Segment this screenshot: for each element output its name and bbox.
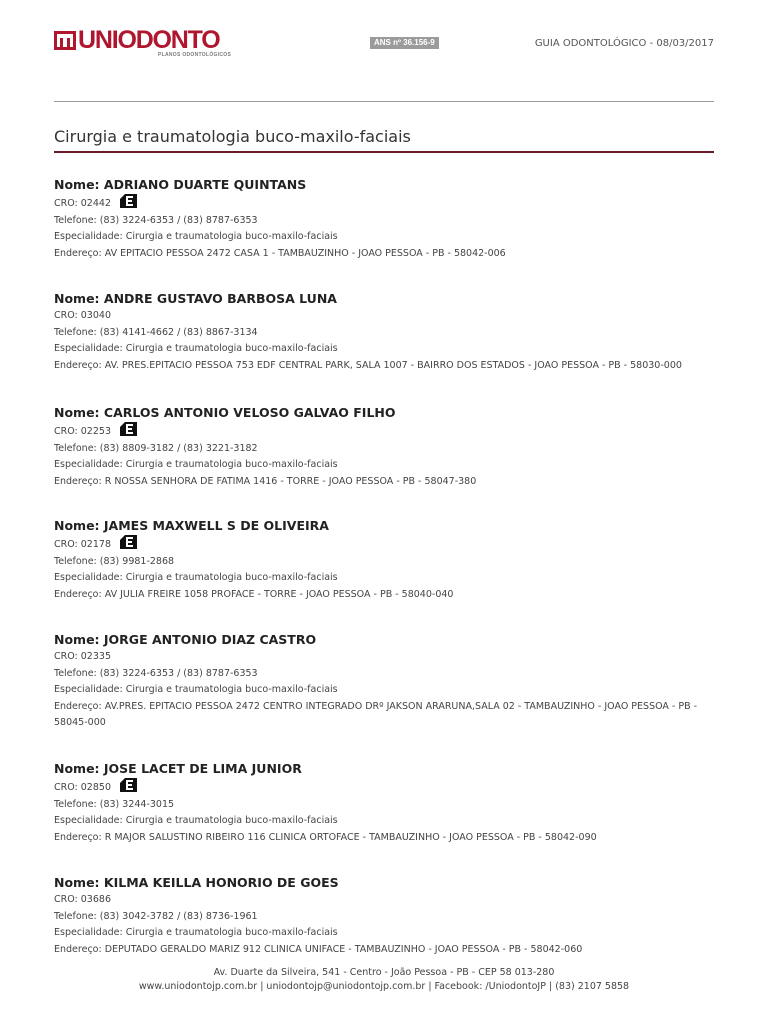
dentist-entry bbox=[54, 875, 716, 958]
uniodonto-logo bbox=[54, 28, 234, 60]
especialidade-line: Especialidade: Cirurgia e traumatologia buco-maxilo-faciais bbox=[54, 927, 338, 938]
dentist-name: Nome: KILMA KEILLA HONORIO DE GOES bbox=[54, 875, 339, 890]
cro-number: CRO: 02850 bbox=[54, 782, 111, 793]
footer-address: Av. Duarte da Silveira, 541 - Centro - João Pessoa - PB - CEP 58 013-280 bbox=[213, 967, 555, 978]
page-header bbox=[54, 28, 714, 62]
telefone-line: Telefone: (83) 3224-6353 / (83) 8787-6353 bbox=[54, 667, 258, 679]
endereco-line: Endereço: AV EPITACIO PESSOA 2472 CASA 1 - TAMBAUZINHO - JOAO PESSOA - PB - 58042-006 bbox=[54, 247, 506, 259]
page-footer bbox=[0, 966, 768, 993]
cro-line bbox=[54, 778, 716, 797]
e-badge-icon bbox=[120, 535, 137, 549]
cro-number: CRO: 02442 bbox=[54, 198, 111, 209]
cro-number: CRO: 02178 bbox=[54, 539, 111, 550]
dentist-name: Nome: JORGE ANTONIO DIAZ CASTRO bbox=[54, 632, 317, 647]
footer-contacts: www.uniodontojp.com.br | uniodontojp@uniodontojp.com.br | Facebook: /UniodontoJP | (83) 2107 5858 bbox=[138, 980, 630, 992]
section-title: Cirurgia e traumatologia buco-maxilo-faciais bbox=[54, 127, 411, 146]
cro-line bbox=[54, 194, 716, 213]
telefone-line: Telefone: (83) 3244-3015 bbox=[54, 798, 175, 810]
endereco-line: Endereço: AV.PRES. EPITACIO PESSOA 2472 CENTRO INTEGRADO DRº JAKSON ARARUNA,SALA 02 - TAMBAUZINHO - JOAO PESSOA - PB - 58045-000 bbox=[54, 700, 698, 728]
especialidade-line: Especialidade: Cirurgia e traumatologia buco-maxilo-faciais bbox=[54, 231, 338, 242]
e-badge-icon bbox=[120, 778, 137, 792]
dentist-entry bbox=[54, 177, 716, 262]
telefone-line: Telefone: (83) 8809-3182 / (83) 3221-3182 bbox=[54, 442, 258, 454]
cro-line bbox=[54, 892, 716, 909]
telefone-line: Telefone: (83) 3042-3782 / (83) 8736-1961 bbox=[54, 910, 258, 922]
dentist-name: Nome: JAMES MAXWELL S DE OLIVEIRA bbox=[54, 518, 329, 533]
e-badge-icon bbox=[120, 194, 137, 208]
section-divider bbox=[54, 151, 714, 153]
logo-wordmark: UNIODONTO bbox=[78, 26, 220, 54]
especialidade-line: Especialidade: Cirurgia e traumatologia buco-maxilo-faciais bbox=[54, 572, 338, 583]
endereco-line: Endereço: DEPUTADO GERALDO MARIZ 912 CLINICA UNIFACE - TAMBAUZINHO - JOAO PESSOA - PB - 58042-060 bbox=[54, 943, 583, 955]
especialidade-line: Especialidade: Cirurgia e traumatologia buco-maxilo-faciais bbox=[54, 684, 338, 695]
dentist-entry bbox=[54, 291, 716, 374]
especialidade-line: Especialidade: Cirurgia e traumatologia buco-maxilo-faciais bbox=[54, 459, 338, 470]
telefone-line: Telefone: (83) 9981-2868 bbox=[54, 555, 175, 567]
telefone-line: Telefone: (83) 4141-4662 / (83) 8867-3134 bbox=[54, 326, 258, 338]
endereco-line: Endereço: AV JULIA FREIRE 1058 PROFACE - TORRE - JOAO PESSOA - PB - 58040-040 bbox=[54, 588, 454, 600]
dentist-name: Nome: ANDRE GUSTAVO BARBOSA LUNA bbox=[54, 291, 337, 306]
dentist-entry bbox=[54, 405, 716, 490]
especialidade-line: Especialidade: Cirurgia e traumatologia buco-maxilo-faciais bbox=[54, 815, 338, 826]
endereco-line: Endereço: R NOSSA SENHORA DE FATIMA 1416 - TORRE - JOAO PESSOA - PB - 58047-380 bbox=[54, 475, 477, 487]
cro-number: CRO: 02253 bbox=[54, 426, 111, 437]
cro-line bbox=[54, 535, 716, 554]
guide-date-info: GUIA ODONTOLÓGICO - 08/03/2017 bbox=[534, 38, 714, 49]
cro-number: CRO: 03686 bbox=[54, 894, 111, 905]
dentist-name: Nome: ADRIANO DUARTE QUINTANS bbox=[54, 177, 307, 192]
endereco-line: Endereço: R MAJOR SALUSTINO RIBEIRO 116 CLINICA ORTOFACE - TAMBAUZINHO - JOAO PESSOA - PB - 58042-090 bbox=[54, 831, 597, 843]
dentist-name: Nome: CARLOS ANTONIO VELOSO GALVAO FILHO bbox=[54, 405, 396, 420]
e-badge-icon bbox=[120, 422, 137, 436]
logo-tagline: PLANOS ODONTOLÓGICOS bbox=[158, 52, 232, 58]
cro-number: CRO: 03040 bbox=[54, 310, 111, 321]
tooth-cross-logo-icon bbox=[54, 31, 76, 50]
endereco-line: Endereço: AV. PRES.EPITACIO PESSOA 753 EDF CENTRAL PARK, SALA 1007 - BAIRRO DOS ESTADOS - JOAO PESSOA - PB - 58030-000 bbox=[54, 359, 682, 371]
telefone-line: Telefone: (83) 3224-6353 / (83) 8787-6353 bbox=[54, 214, 258, 226]
cro-line bbox=[54, 308, 716, 325]
header-divider bbox=[54, 101, 714, 102]
dentist-entry bbox=[54, 761, 716, 846]
dentist-entry bbox=[54, 632, 716, 731]
cro-line bbox=[54, 422, 716, 441]
especialidade-line: Especialidade: Cirurgia e traumatologia buco-maxilo-faciais bbox=[54, 343, 338, 354]
cro-number: CRO: 02335 bbox=[54, 651, 111, 662]
dentist-name: Nome: JOSE LACET DE LIMA JUNIOR bbox=[54, 761, 302, 776]
ans-registration-badge: ANS nº 36.156-9 bbox=[370, 37, 439, 49]
cro-line bbox=[54, 649, 716, 666]
dentist-entry bbox=[54, 518, 716, 603]
